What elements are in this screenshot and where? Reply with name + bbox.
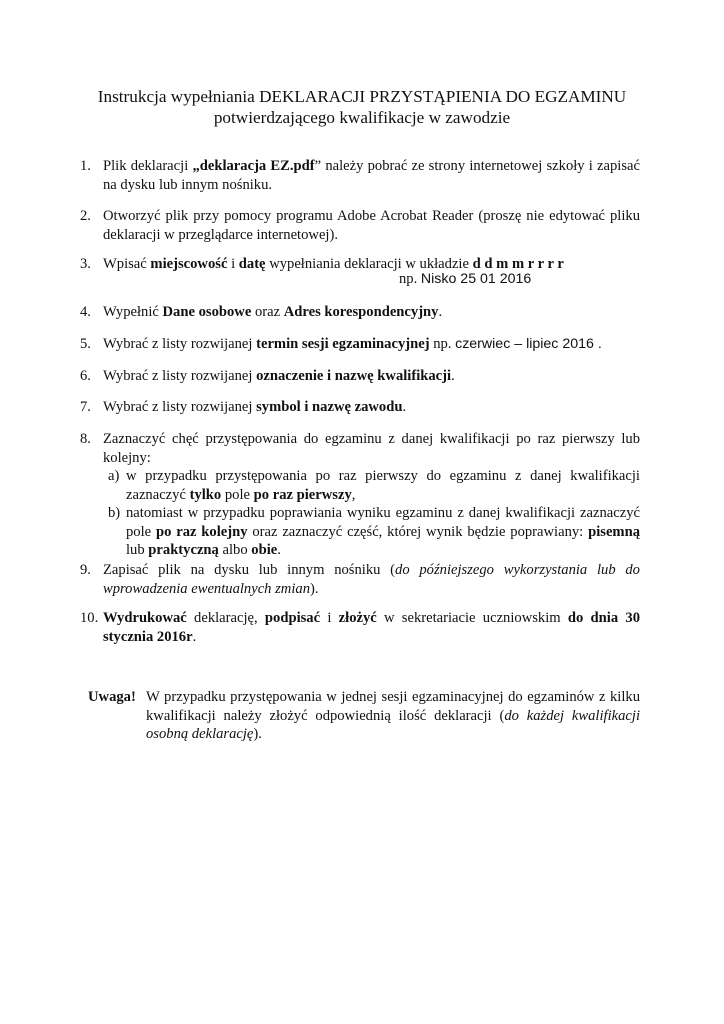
item-text: Otworzyć plik przy pomocy programu Adobe Acrobat Reader (proszę nie edytować pliku deklaracji w przeglądarce internetowej). (103, 208, 640, 243)
instruction-item-3 (80, 255, 640, 274)
item-number: 7. (80, 399, 91, 415)
item-text: Wpisać miejscowość i datę wypełniania deklaracji w układzie d d m m r r r r (103, 256, 564, 272)
instruction-item-9 (80, 561, 640, 598)
item-text: Wybrać z listy rozwijanej termin sesji egzaminacyjnej np. czerwiec – lipiec 2016 . (103, 336, 602, 352)
instruction-item-10 (80, 609, 640, 646)
item-number: 3. (80, 256, 91, 272)
instruction-item-7 (80, 398, 640, 417)
item-text: Wybrać z listy rozwijanej symbol i nazwę zawodu. (103, 399, 407, 415)
instruction-item-1 (80, 157, 640, 194)
instruction-item-5 (80, 335, 640, 354)
sub-item-label: a) (108, 468, 120, 484)
instruction-item-8 (80, 430, 640, 560)
item-number: 6. (80, 368, 91, 384)
sub-item-a: a) w przypadku przystępowania po raz pierwszy do egzaminu z danej kwalifikacji zaznaczyć tylko pole po raz pierwszy, (108, 468, 640, 503)
item-number: 4. (80, 304, 91, 320)
item-number: 9. (80, 562, 91, 578)
item-text: Wydrukować deklarację, podpisać i złożyć w sekretariacie uczniowskim do dnia 30 stycznia 2016r. (103, 610, 640, 645)
sub-item-b: b) natomiast w przypadku poprawiania wyniku egzaminu z danej kwalifikacji zaznaczyć pole po raz kolejny oraz zaznaczyć część, której wynik będzie poprawiany: pisemną lub praktyczną albo obie. (108, 505, 640, 558)
document-title (60, 86, 664, 128)
item-number: 8. (80, 431, 91, 447)
note-text: W przypadku przystępowania w jednej sesji egzaminacyjnej do egzaminów z kilku kwalifikacji należy złożyć odpowiednią ilość deklaracji (do każdej kwalifikacji osobną deklarację). (146, 689, 640, 742)
item-number: 1. (80, 158, 91, 174)
title-line-2: potwierdzającego kwalifikacje w zawodzie (213, 108, 511, 127)
note-label: Uwaga! (88, 689, 136, 705)
instruction-item-4 (80, 303, 640, 322)
item-text: Zaznaczyć chęć przystępowania do egzaminu z danej kwalifikacji po raz pierwszy lub kolejny: (103, 431, 640, 466)
item-text: Wypełnić Dane osobowe oraz Adres korespondencyjny. (103, 304, 443, 320)
item-number: 5. (80, 336, 91, 352)
item-number: 10. (80, 610, 99, 626)
item-text: Plik deklaracji „deklaracja EZ.pdf” należy pobrać ze strony internetowej szkoły i zapisać na dysku lub innym nośniku. (103, 158, 640, 193)
instruction-item-2 (80, 207, 640, 244)
item-text: Wybrać z listy rozwijanej oznaczenie i nazwę kwalifikacji. (103, 368, 455, 384)
date-example: np. Nisko 25 01 2016 (399, 271, 532, 287)
instruction-item-6 (80, 367, 640, 386)
title-line-1: Instrukcja wypełniania DEKLARACJI PRZYSTĄPIENIA DO EGZAMINU (97, 87, 627, 106)
sub-list (103, 467, 640, 560)
item-number: 2. (80, 208, 91, 224)
item-text: Zapisać plik na dysku lub innym nośniku (do późniejszego wykorzystania lub do wprowadzenia ewentualnych zmian). (103, 562, 640, 597)
warning-note (88, 688, 640, 744)
sub-item-label: b) (108, 505, 121, 521)
